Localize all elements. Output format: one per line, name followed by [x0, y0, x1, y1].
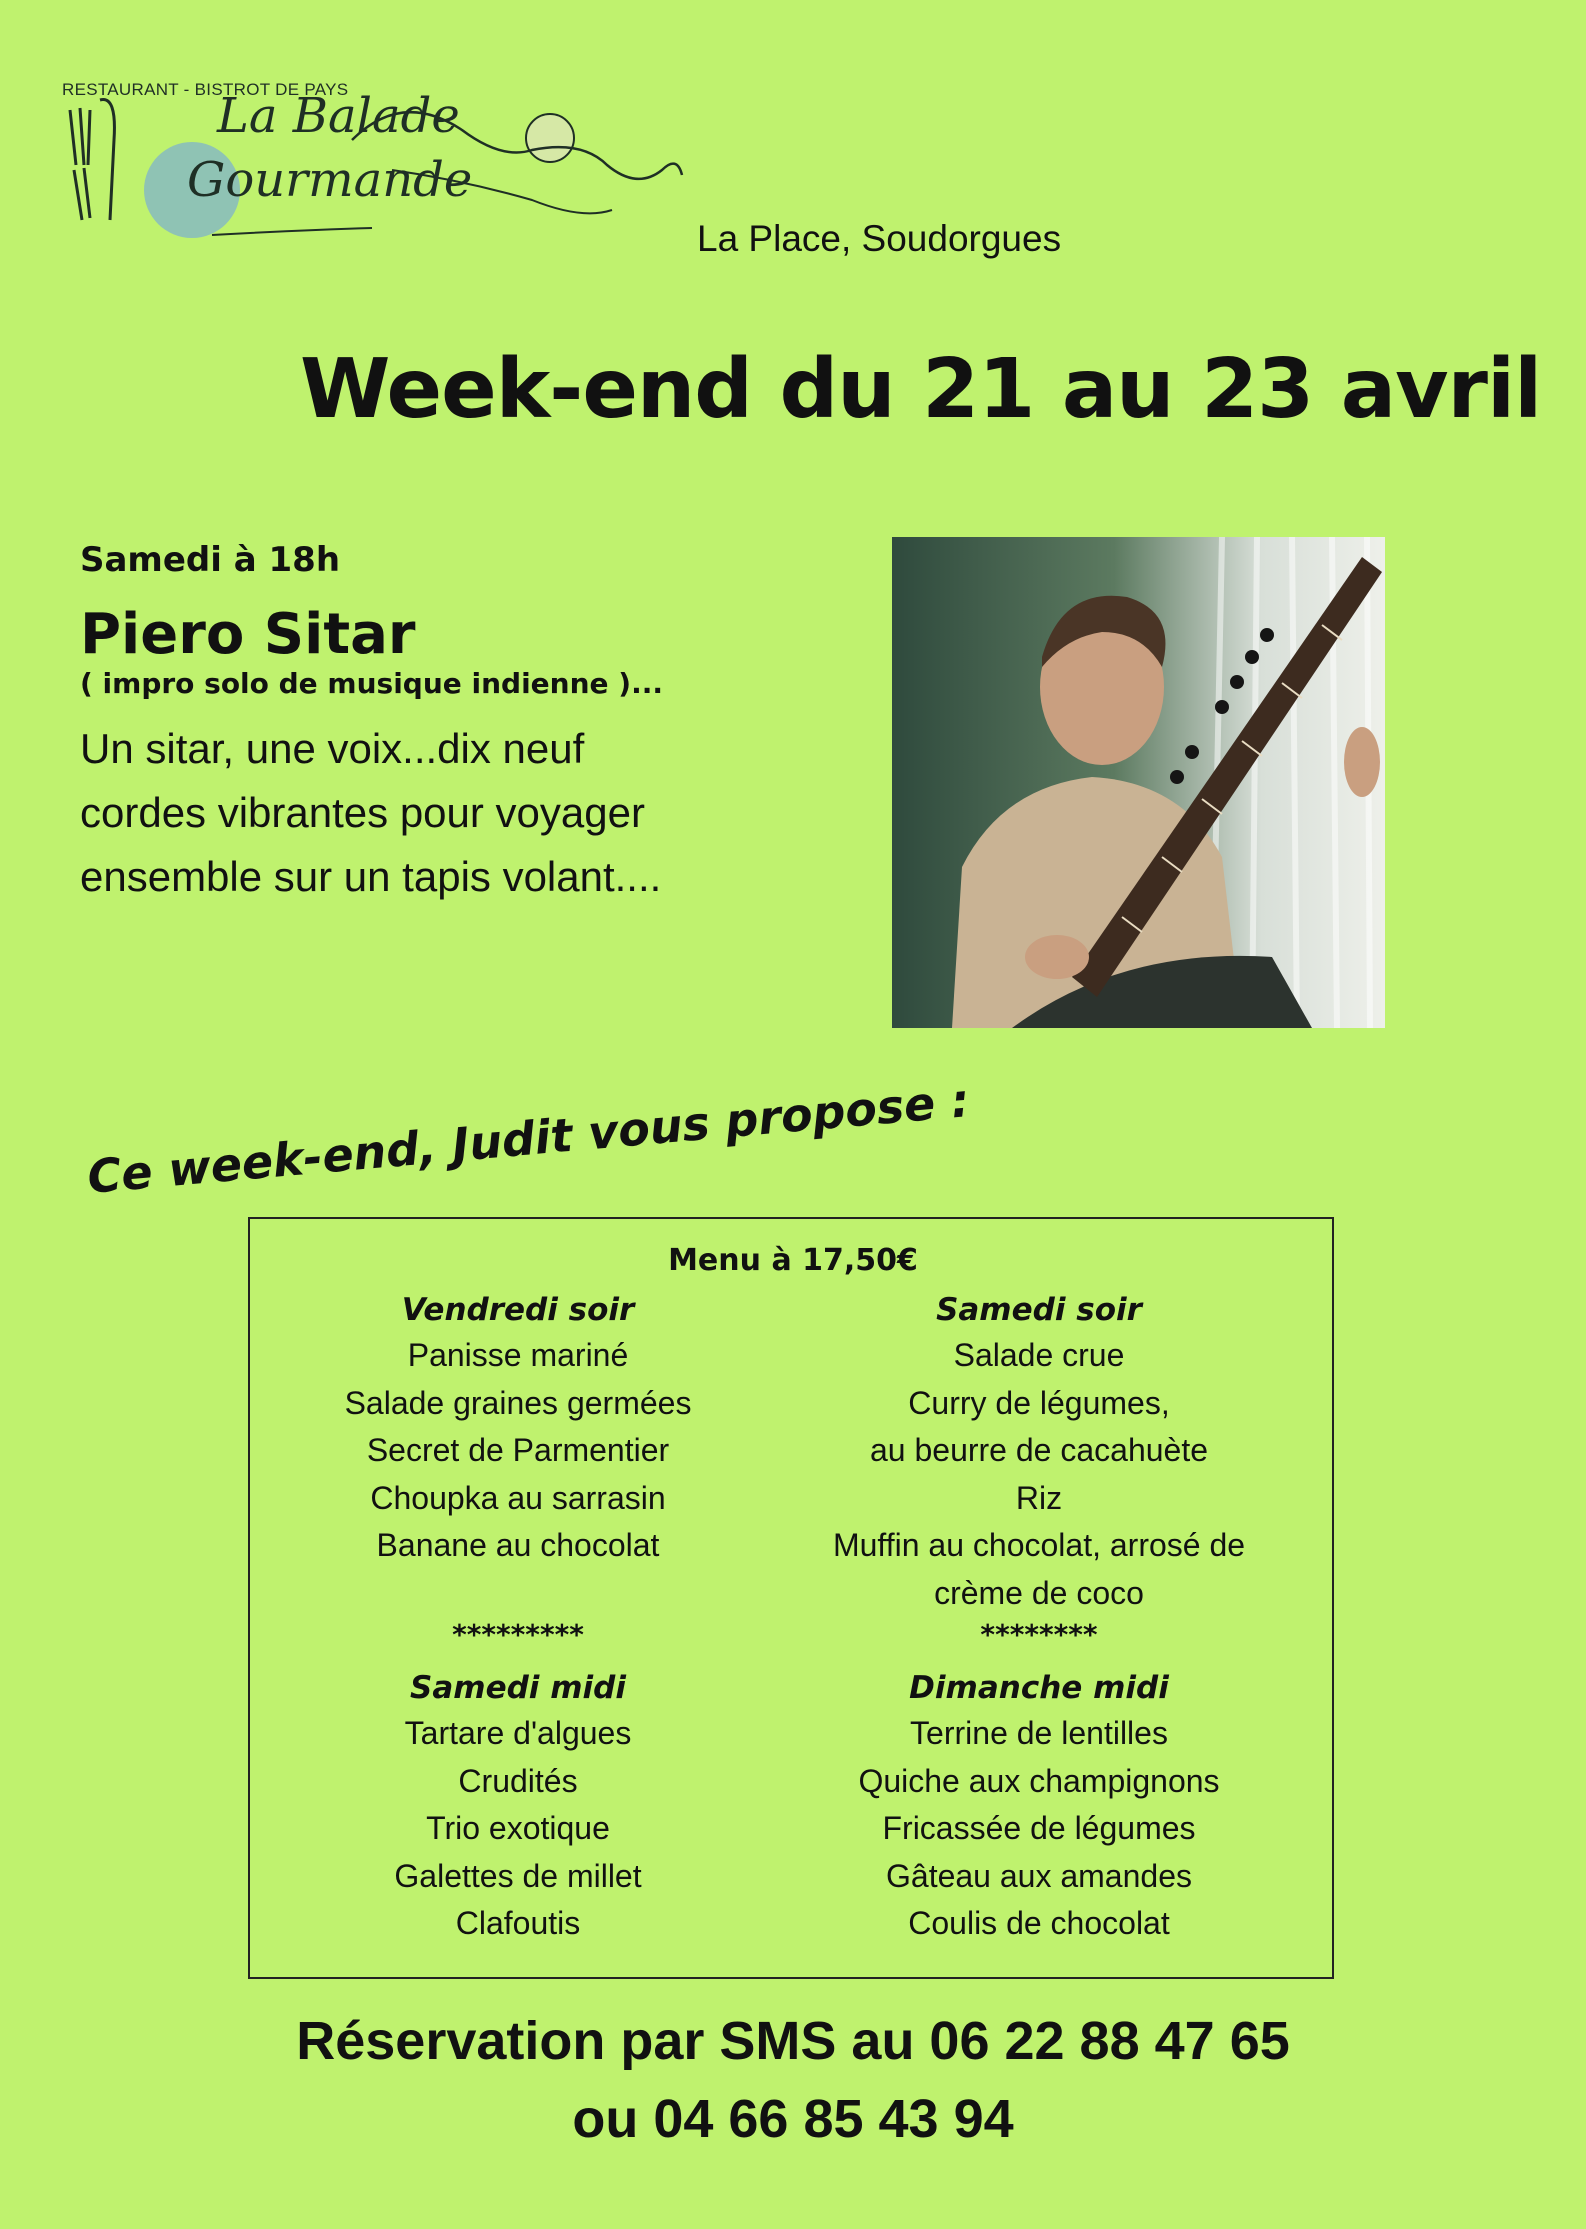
menu-section-heading: Samedi soir [936, 1292, 1142, 1328]
menu-dimanche-midi [788, 1666, 1290, 1948]
menu-separator: ******** [980, 1618, 1098, 1651]
menu-samedi-midi [268, 1666, 768, 1948]
proposal-heading: Ce week-end, Judit vous propose : [85, 1073, 972, 1204]
menu-item: Coulis de chocolat [908, 1905, 1170, 1941]
menu-item: crème de coco [934, 1574, 1144, 1611]
event-description-line: Un sitar, une voix...dix neuf [80, 725, 585, 772]
event-subtitle: ( impro solo de musique indienne )... [80, 667, 663, 700]
menu-item: Clafoutis [455, 1905, 581, 1941]
reservation-sms: Réservation par SMS au 06 22 88 47 65 [296, 2011, 1290, 2071]
menu-item: Banane au chocolat [376, 1527, 660, 1563]
menu-item: Galettes de millet [394, 1857, 642, 1894]
menu-item: Fricassée de légumes [882, 1810, 1196, 1846]
menu-item: Curry de légumes, [908, 1384, 1170, 1421]
menu-separator: ********* [452, 1618, 584, 1651]
menu-item: Trio exotique [426, 1810, 610, 1846]
logo-line1: La Balade [217, 88, 460, 144]
menu-item: Riz [1015, 1479, 1063, 1516]
menu-item: Muffin au chocolat, arrosé de [832, 1527, 1246, 1563]
menu-item: Salade graines germées [344, 1384, 692, 1421]
musician-photo [892, 537, 1385, 1028]
menu-item: Salade crue [953, 1337, 1125, 1373]
menu-samedi-soir [788, 1288, 1290, 1617]
reservation-phone: ou 04 66 85 43 94 [572, 2089, 1014, 2149]
menu-item: Gâteau aux amandes [886, 1857, 1192, 1894]
menu-item: Terrine de lentilles [910, 1715, 1168, 1751]
restaurant-logo [62, 80, 692, 250]
menu-vendredi-soir [268, 1288, 768, 1570]
menu-section-heading: Dimanche midi [909, 1670, 1169, 1706]
event-description-line: ensemble sur un tapis volant.... [80, 853, 662, 900]
menu-item: Quiche aux champignons [858, 1762, 1220, 1799]
page-title: Week-end du 21 au 23 avril [300, 342, 1542, 437]
menu-item: au beurre de cacahuète [869, 1432, 1209, 1468]
event-description [80, 717, 800, 909]
menu-item: Crudités [458, 1762, 578, 1799]
menu-item: Panisse mariné [407, 1337, 629, 1373]
menu-item: Tartare d'algues [404, 1715, 632, 1751]
menu-item: Choupka au sarrasin [370, 1479, 666, 1516]
menu-section-heading: Vendredi soir [401, 1292, 635, 1328]
menu-item: Secret de Parmentier [366, 1432, 670, 1468]
address: La Place, Soudorgues [697, 218, 1062, 259]
reservation-info [0, 2002, 1586, 2158]
menu-section-heading: Samedi midi [410, 1670, 626, 1706]
event-time: Samedi à 18h [80, 540, 341, 580]
menu-title: Menu à 17,50€ [668, 1243, 918, 1278]
event-artist: Piero Sitar [80, 602, 416, 667]
event-description-line: cordes vibrantes pour voyager [80, 789, 645, 836]
logo-tagline: RESTAURANT - BISTROT DE PAYS [62, 80, 349, 99]
logo-line2: Gourmande [187, 152, 473, 208]
